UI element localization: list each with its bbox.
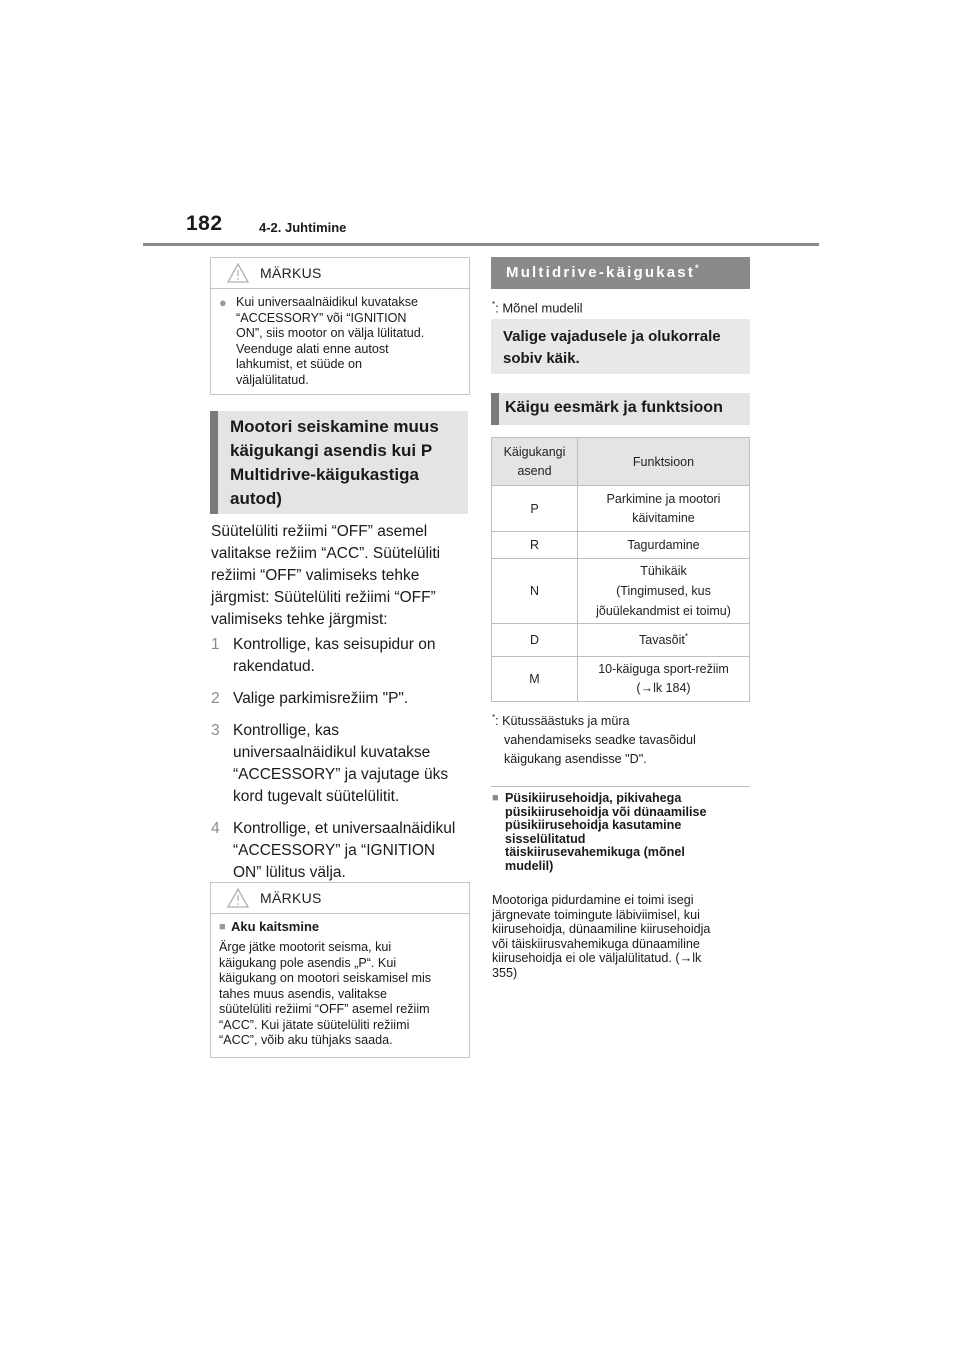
footnote-marker: *	[492, 713, 496, 722]
step-item	[211, 720, 473, 808]
step-item	[211, 688, 473, 710]
heading-line: käigukangi asendis kui P	[230, 441, 433, 460]
text-line: Ärge jätke mootorit seisma, kui	[219, 940, 392, 954]
heading-text: Käigu eesmärk ja funktsioon	[505, 399, 723, 416]
text-line: Süütelüliti režiimi “OFF” asemel	[211, 523, 428, 540]
step-number: 4	[211, 820, 220, 837]
caution-subheading	[219, 919, 461, 936]
text-line: kiirusehoidja, dünaamiline kiirusehoidja	[492, 922, 711, 936]
gear-function: Tagurdamine	[578, 532, 750, 559]
text-line: täiskiirusevahemikuga (mõnel	[505, 845, 685, 859]
square-bullet-icon: ■	[492, 792, 499, 804]
text-line: Veenduge alati enne autost	[236, 341, 389, 356]
bullet-icon: ●	[219, 295, 227, 310]
bar-title: Multidrive-käigukast	[506, 264, 696, 281]
caution-box-2	[210, 882, 470, 1058]
caution-title: MÄRKUS	[260, 265, 322, 281]
text-line: järgnevate toimingute läbiviimisel, kui	[492, 907, 700, 922]
warning-triangle-icon	[227, 263, 249, 283]
page-reference-link[interactable]: (→lk 184)	[636, 681, 691, 695]
column-header-position	[492, 438, 578, 486]
text-line: käigukang on mootori seiskamisel mis	[219, 971, 432, 985]
section-heading-engine-stop	[210, 411, 468, 514]
cell-line: käivitamine	[632, 510, 695, 525]
footnote-text: : Mõnel mudelil	[495, 300, 583, 316]
text-line: universaalnäidikul kuvatakse	[233, 744, 431, 761]
step-number: 1	[211, 636, 220, 653]
heading-line: Multidrive-käigukastiga	[230, 465, 419, 484]
divider	[491, 786, 750, 787]
text-line: vahendamiseks seadke tavasõidul	[504, 733, 696, 748]
table-row	[492, 559, 750, 624]
text-line: käigukang pole asendis „P“. Kui	[219, 955, 397, 970]
step-number: 2	[211, 690, 220, 707]
text-line: tahes muus asendis, valitakse	[219, 986, 388, 1001]
heading-line: autod)	[230, 489, 282, 508]
gear-function	[578, 559, 750, 624]
text-line: sisselülitatud	[505, 831, 586, 846]
gear-position: N	[492, 559, 578, 624]
text-line: sobiv käik.	[503, 350, 580, 367]
table-row	[492, 657, 750, 702]
text-line: süütelüliti režiimi “OFF” asemel režiim	[219, 1002, 430, 1016]
section-heading-gear-purpose	[491, 393, 750, 425]
gear-function-table	[491, 437, 750, 702]
text-line: kord tugevalt süütelülitit.	[233, 788, 400, 805]
heading-line: Mootori seiskamine muus	[230, 417, 439, 436]
caution-box-1	[210, 257, 470, 395]
text-line: Valige parkimisrežiim "P".	[233, 690, 409, 707]
text-line: “ACC”. Kui jätate süütelüliti režiimi	[219, 1017, 410, 1032]
table-row	[492, 532, 750, 559]
gear-position: P	[492, 486, 578, 532]
text-line: ON”, siis mootor on välja lülitatud.	[236, 326, 425, 340]
section-bar-multidrive	[491, 257, 750, 289]
text-line: “ACC”, võib aku tühjaks saada.	[219, 1033, 393, 1047]
text-line: rakendatud.	[233, 658, 315, 675]
footnote-marker: *	[492, 300, 496, 309]
gear-position: M	[492, 657, 578, 702]
header-line: asend	[517, 463, 552, 478]
cell-line: Tavasõit	[639, 633, 685, 648]
text-line: püsikiirusehoidja kasutamine	[505, 818, 682, 832]
step-number: 3	[211, 722, 220, 739]
text-line: Püsikiirusehoidja, pikivahega	[505, 791, 682, 805]
footnote-marker: *	[695, 263, 699, 273]
header-line: Käigukangi	[503, 444, 566, 459]
table-row	[492, 486, 750, 532]
text-line: püsikiirusehoidja või dünaamilise	[505, 804, 707, 819]
caution-header	[211, 258, 469, 289]
gear-function	[578, 657, 750, 702]
footnote-marker: *	[684, 632, 688, 642]
cruise-control-paragraph	[492, 893, 754, 980]
cell-line: Parkimine ja mootori	[606, 491, 721, 506]
text-line: mudelil)	[505, 858, 554, 873]
footnote-fuel-saving	[492, 708, 752, 769]
text-line: režiimi “OFF” valimiseks tehke	[211, 567, 420, 584]
subheading-text: Aku kaitsmine	[231, 919, 320, 934]
gear-position: R	[492, 532, 578, 559]
text-line: kiirusehoidja ei ole väljalülitatud. (→lk	[492, 951, 702, 965]
text-line: “ACCESSORY” ja vajutage üks	[233, 766, 449, 783]
text-line: Kontrollige, kas	[233, 722, 339, 739]
text-line: : Kütussäästuks ja müra	[495, 714, 630, 729]
text-line: järgmist: Süütelüliti režiimi “OFF”	[211, 589, 436, 606]
steps-list	[211, 634, 473, 884]
step-item	[211, 634, 473, 678]
text-line: Valige vajadusele ja olukorrale	[503, 328, 721, 345]
table-header-row	[492, 438, 750, 486]
square-bullet-icon: ■	[219, 921, 226, 933]
page-number: 182	[186, 212, 223, 235]
caution-header	[211, 883, 469, 914]
cell-line: (Tingimused, kus	[616, 584, 711, 598]
text-line: käigukang asendisse "D".	[504, 752, 647, 767]
text-line: 355)	[492, 965, 518, 980]
text-line: ON” lülitus välja.	[233, 864, 346, 881]
warning-triangle-icon	[227, 888, 249, 908]
gear-function	[578, 624, 750, 657]
header-divider	[143, 243, 819, 246]
gear-function	[578, 486, 750, 532]
text-line: “ACCESSORY” või “IGNITION	[236, 310, 407, 325]
gear-position: D	[492, 624, 578, 657]
text-line: Kontrollige, et universaalnäidikul	[233, 820, 456, 837]
text-line: valitakse režiim “ACC”. Süütelüliti	[211, 545, 441, 562]
text-line: “ACCESSORY” ja “IGNITION	[233, 842, 436, 859]
section-title: 4-2. Juhtimine	[259, 220, 347, 235]
text-line: Kui universaalnäidikul kuvatakse	[236, 295, 419, 309]
text-line: Kontrollige, kas seisupidur on	[233, 636, 436, 653]
cell-line: 10-käiguga sport-režiim	[598, 662, 729, 676]
table-row	[492, 624, 750, 657]
cell-line: Tühikäik	[640, 564, 687, 578]
caution-title: MÄRKUS	[260, 890, 322, 906]
text-line: Mootoriga pidurdamine ei toimi isegi	[492, 893, 694, 907]
text-line: väljalülitatud.	[236, 372, 309, 387]
intro-paragraph	[211, 521, 473, 631]
cruise-control-subheading	[492, 792, 754, 873]
cell-line: jõuülekandmist ei toimu)	[596, 604, 731, 618]
text-line: lahkumist, et süüde on	[236, 357, 363, 371]
info-box-select-gear	[491, 319, 750, 374]
text-line: või täiskiirusvahemikuga dünaamiline	[492, 936, 700, 951]
footnote-models	[492, 300, 583, 315]
step-item	[211, 818, 473, 884]
column-header-function: Funktsioon	[578, 438, 750, 486]
text-line: valimiseks tehke järgmist:	[211, 611, 388, 628]
